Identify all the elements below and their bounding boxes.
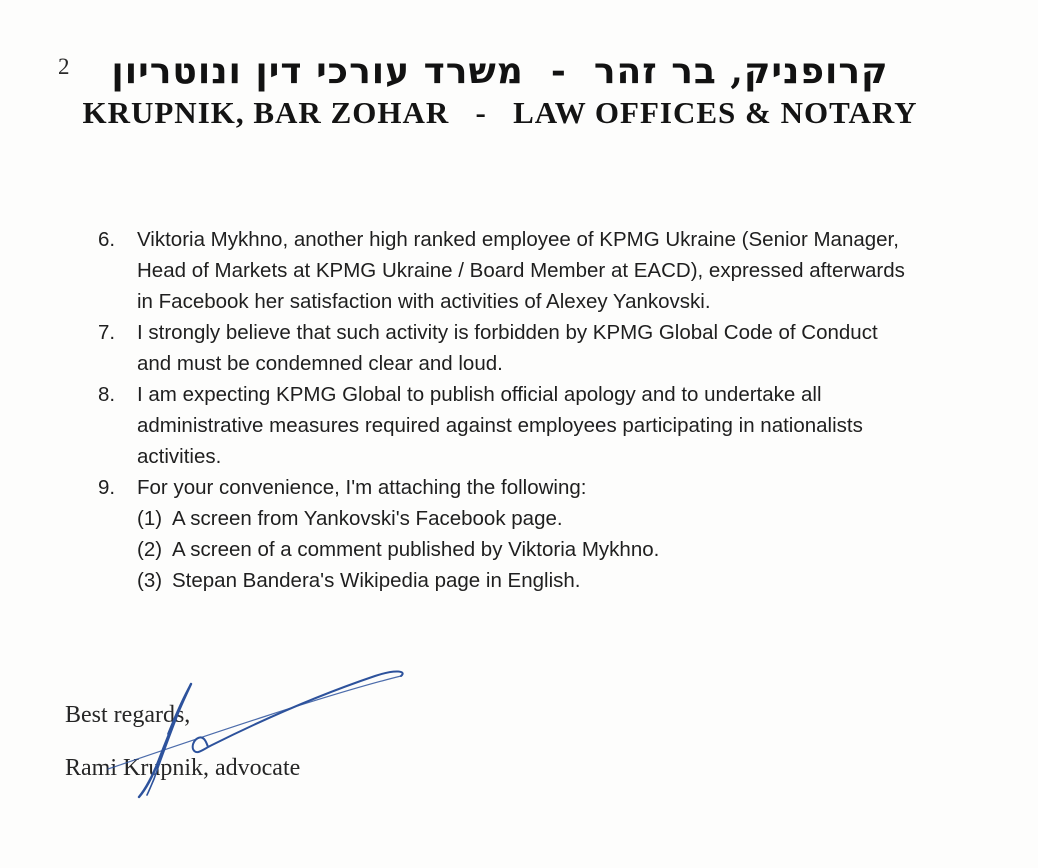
- text-line: activities.: [137, 445, 222, 468]
- letterhead-english-title: KRUPNIK, BAR ZOHAR - LAW OFFICES & NOTARY: [82, 95, 918, 130]
- text-line: Viktoria Mykhno, another high ranked employee of KPMG Ukraine (Senior Manager,: [137, 228, 899, 251]
- letter-body: [98, 224, 948, 596]
- text-line: in Facebook her satisfaction with activities of Alexey Yankovski.: [137, 290, 711, 313]
- attachment-item-2: [137, 534, 948, 565]
- list-item-8: [98, 379, 948, 472]
- item-text: [137, 224, 948, 317]
- signature-stroke: [193, 671, 403, 752]
- text-line: administrative measures required against employees participating in nationalists: [137, 414, 863, 437]
- attachment-text: Stepan Bandera's Wikipedia page in English.: [172, 569, 581, 592]
- text-line: I strongly believe that such activity is forbidden by KPMG Global Code of Conduct: [137, 321, 878, 344]
- text-line: For your convenience, I'm attaching the following:: [137, 476, 587, 499]
- list-item-7: [98, 317, 948, 379]
- item-number: 7.: [98, 321, 116, 344]
- attachment-number: (1): [137, 507, 163, 530]
- item-number: 9.: [98, 476, 116, 499]
- attachment-text: A screen from Yankovski's Facebook page.: [172, 507, 563, 530]
- attachment-number: (3): [137, 569, 163, 592]
- page-number: 2: [58, 54, 70, 79]
- signer-name: Rami Krupnik, advocate: [65, 755, 301, 781]
- item-text: [137, 317, 948, 379]
- item-number: 6.: [98, 228, 116, 251]
- closing-salutation: Best regards,: [65, 702, 191, 728]
- letterhead-hebrew-title: קרופניק, בר זהר - משרד עורכי דין ונוטריון: [111, 50, 889, 92]
- list-item-9: [98, 472, 948, 503]
- list-item-6: [98, 224, 948, 317]
- letterhead: [0, 48, 1000, 132]
- attachment-text: A screen of a comment published by Viktoria Mykhno.: [172, 538, 660, 561]
- attachment-item-3: [137, 565, 948, 596]
- text-line: and must be condemned clear and loud.: [137, 352, 503, 375]
- text-line: I am expecting KPMG Global to publish official apology and to undertake all: [137, 383, 822, 406]
- item-number: 8.: [98, 383, 116, 406]
- attachment-item-1: [137, 503, 948, 534]
- attachment-number: (2): [137, 538, 163, 561]
- text-line: Head of Markets at KPMG Ukraine / Board Member at EACD), expressed afterwards: [137, 259, 905, 282]
- item-text: [137, 379, 948, 472]
- item-text: [137, 472, 948, 503]
